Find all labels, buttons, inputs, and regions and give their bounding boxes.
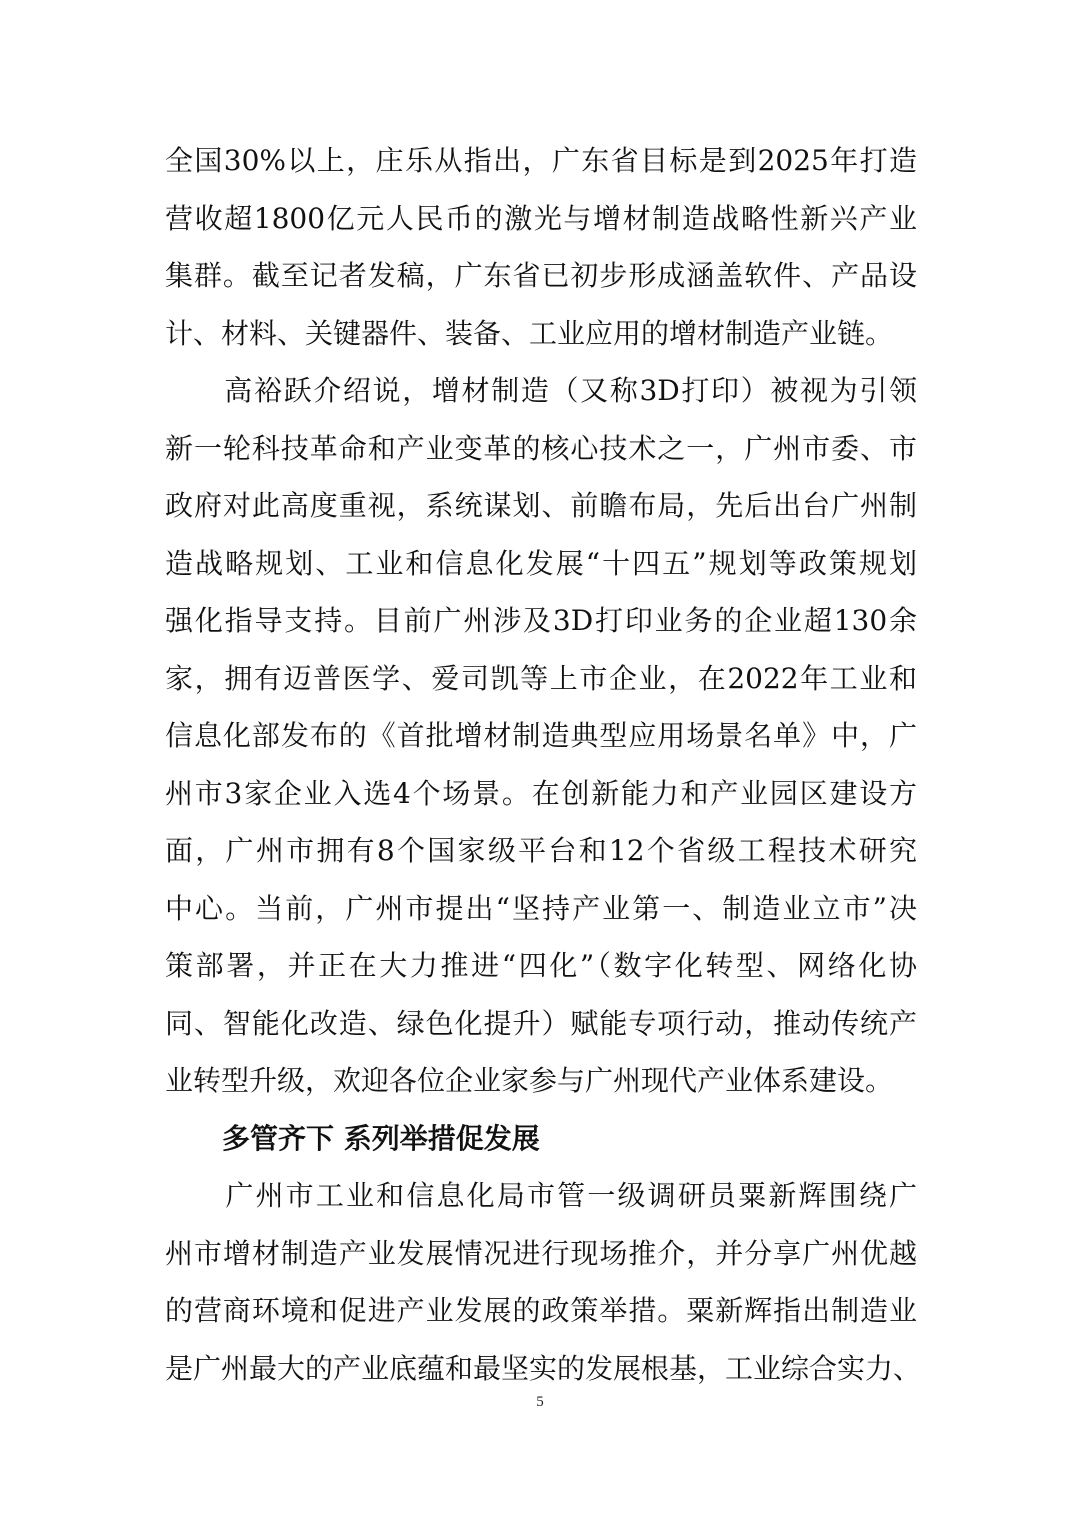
text-line: 同、智能化改造、绿色化提升）赋能专项行动，推动传统产 xyxy=(165,1006,917,1040)
text-line: 的营商环境和促进产业发展的政策举措。粟新辉指出制造业 xyxy=(165,1294,917,1327)
text-line: 营收超1800亿元人民币的激光与增材制造战略性新兴产业 xyxy=(165,201,917,235)
text-line: 高裕跃介绍说，增材制造（又称3D打印）被视为引领 xyxy=(165,374,917,407)
text-line: 州市增材制造产业发展情况进行现场推介，并分享广州优越 xyxy=(165,1236,917,1270)
paragraph-2 xyxy=(165,362,917,1110)
text-line: 家，拥有迈普医学、爱司凯等上市企业，在2022年工业和 xyxy=(165,661,917,695)
document-body xyxy=(165,132,922,1397)
text-line: 强化指导支持。目前广州涉及3D打印业务的企业超130余 xyxy=(165,604,917,637)
text-line: 广州市工业和信息化局市管一级调研员粟新辉围绕广 xyxy=(165,1179,917,1212)
text-line: 造战略规划、工业和信息化发展“十四五”规划等政策规划 xyxy=(165,546,917,580)
text-line: 计、材料、关键器件、装备、工业应用的增材制造产业链。 xyxy=(165,316,894,350)
text-line: 新一轮科技革命和产业变革的核心技术之一，广州市委、市 xyxy=(165,431,917,465)
paragraph-3 xyxy=(165,1167,922,1397)
text-line: 政府对此高度重视，系统谋划、前瞻布局，先后出台广州制 xyxy=(165,489,917,522)
text-line: 中心。当前，广州市提出“坚持产业第一、制造业立市”决 xyxy=(165,891,917,925)
text-line: 州市3家企业入选4个场景。在创新能力和产业园区建设方 xyxy=(165,776,917,810)
paragraph-1 xyxy=(165,132,917,362)
page-number: 5 xyxy=(536,1394,544,1410)
text-line: 集群。截至记者发稿，广东省已初步形成涵盖软件、产品设 xyxy=(165,259,917,292)
text-line: 业转型升级，欢迎各位企业家参与广州现代产业体系建设。 xyxy=(165,1064,894,1097)
text-line: 面，广州市拥有8个国家级平台和12个省级工程技术研究 xyxy=(165,834,917,867)
section-heading: 多管齐下 系列举措促发展 xyxy=(222,1121,540,1155)
text-line: 是广州最大的产业底蕴和最坚实的发展根基，工业综合实力、 xyxy=(165,1351,922,1385)
text-line: 信息化部发布的《首批增材制造典型应用场景名单》中，广 xyxy=(165,719,917,752)
text-line: 策部署，并正在大力推进“四化”（数字化转型、网络化协 xyxy=(165,949,917,982)
text-line: 全国30%以上，庄乐从指出，广东省目标是到2025年打造 xyxy=(165,144,917,177)
